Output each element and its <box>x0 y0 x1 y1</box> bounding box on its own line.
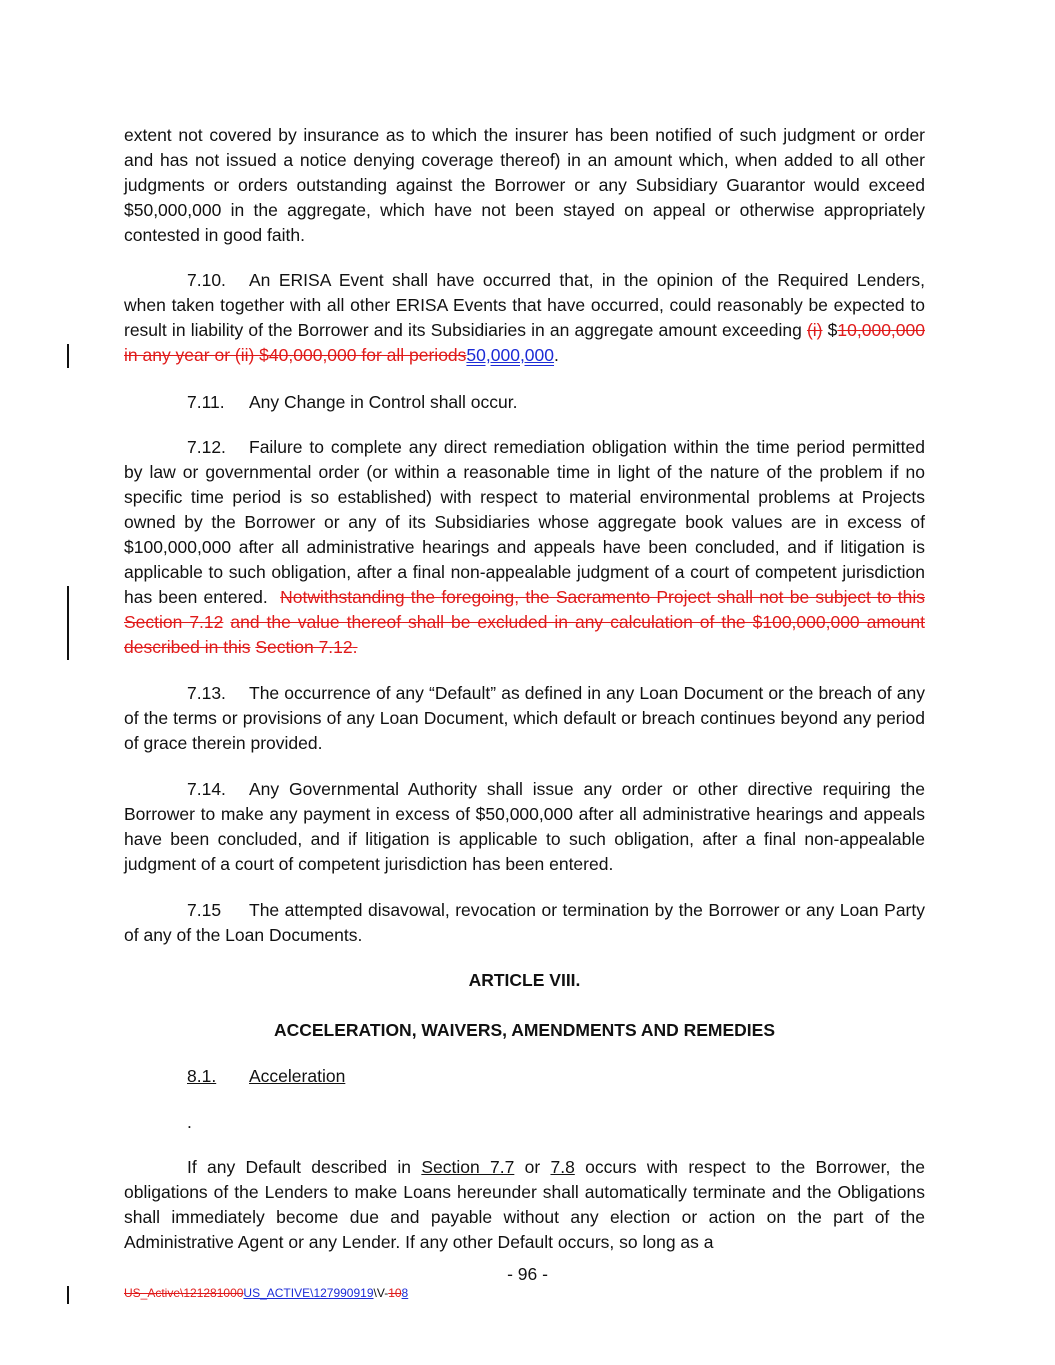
section-number: 7.15 <box>187 900 222 920</box>
inserted-version: 8 <box>401 1286 409 1300</box>
paragraph-continuation: extent not covered by insurance as to which the insurer has been notified of such judgment or order and has not issued a notice denying coverage thereof) in an amount which, when added to all other judgments or orders outstanding against the Borrower or any Subsidiary Guarantor would exceed $50,000,000 in the aggregate, which have not been stayed on appeal or otherwise appropriately contested in good faith. <box>124 125 925 245</box>
period: . <box>554 345 559 365</box>
section-text: Any Governmental Authority shall issue any order or other directive requiring the Borrower to make any payment in excess of $50,000,000 after all administrative hearings and appeals have been concluded, and if litigation is applicable to such obligation, after a final non-appealable judgment of a court of competent jurisdiction has been entered. <box>124 779 925 874</box>
page-number: - 96 - <box>507 1264 548 1284</box>
section-text: The occurrence of any “Default” as defined in any Loan Document or the breach of any of the terms or provisions of any Loan Document, which default or breach continues beyond any period of grace therein provided. <box>124 683 925 753</box>
paragraph-text: occurs with respect to the Borrower, the obligations of the Lenders to make Loans hereunder shall automatically terminate and the Obligations shall immediately become due and payable without any election or action on the part of the Administrative Agent or any Lender. If any other Default occurs, so long as a <box>124 1157 925 1252</box>
deleted-text: 10,000,000 in any year or (ii) $40,000,000 for all periods <box>124 320 925 365</box>
paragraph-text: or <box>524 1157 541 1177</box>
section-reference: 7.8 <box>550 1157 575 1177</box>
document-footer-id <box>124 1285 408 1301</box>
deleted-text: (i) <box>806 320 823 340</box>
section-number: 7.11. <box>187 392 225 412</box>
section-text: The attempted disavowal, revocation or termination by the Borrower or any Loan Party of any of the Loan Documents. <box>124 900 925 945</box>
section-7-10 <box>124 268 925 368</box>
change-bar <box>67 1286 69 1304</box>
section-8-1-paragraph <box>124 1155 925 1255</box>
section-8-1-heading <box>124 1064 925 1089</box>
section-number: 8.1. <box>187 1066 217 1086</box>
section-reference: Section 7.7 <box>421 1157 515 1177</box>
inserted-doc-id: US_ACTIVE\127990919 <box>243 1286 374 1300</box>
section-7-15 <box>124 898 925 948</box>
section-number: 7.10. <box>187 270 226 290</box>
section-text: Failure to complete any direct remediation obligation within the time period permitted by law or governmental order (or within a reasonable time in light of the nature of the problem if no specific time period is so established) with respect to material environmental problems at Projects owned by the Borrower or any of its Subsidiaries whose aggregate book values are in excess of $100,000,000 after all administrative hearings and appeals have been concluded, and if litigation is applicable to such obligation, after a final non-appealable judgment of a court of competent jurisdiction has been entered. <box>124 437 925 607</box>
paragraph-text: If any Default described in <box>187 1157 412 1177</box>
article-heading: ARTICLE VIII. <box>468 970 581 990</box>
section-7-11 <box>124 390 925 415</box>
stray-period <box>124 1110 925 1135</box>
deleted-section-reference: Section 7.12 <box>255 637 353 657</box>
dollar-sign: $ <box>827 320 838 340</box>
deleted-text: . <box>352 637 358 657</box>
deleted-text: Notwithstanding the foregoing, the Sacramento Project shall not be subject to this <box>280 587 925 607</box>
deleted-text: and the value thereof shall be excluded in any calculation of the $100,000,000 amount described in this <box>124 612 925 657</box>
section-text: An ERISA Event shall have occurred that, in the opinion of the Required Lenders, when taken together with all other ERISA Events that have occurred, could reasonably be expected to result in liability of the Borrower and its Subsidiaries in an aggregate amount exceeding <box>124 270 925 340</box>
section-number: 7.14. <box>187 779 226 799</box>
section-7-14 <box>124 777 925 877</box>
version-separator: \V- <box>373 1286 389 1300</box>
deleted-version: 10 <box>388 1286 402 1300</box>
article-title: ACCELERATION, WAIVERS, AMENDMENTS AND REMEDIES <box>273 1020 776 1040</box>
change-bar <box>67 586 69 660</box>
deleted-section-reference: Section 7.12 <box>124 612 224 632</box>
section-7-12 <box>124 435 925 660</box>
section-number: 7.12. <box>187 437 226 457</box>
period: . <box>187 1112 192 1132</box>
deleted-doc-id: US_Active\121281000 <box>124 1286 244 1300</box>
inserted-text: 50,000,000 <box>466 345 555 365</box>
section-number: 7.13. <box>187 683 226 703</box>
section-title: Acceleration <box>249 1066 346 1086</box>
section-7-13 <box>124 681 925 756</box>
change-bar <box>67 344 69 368</box>
section-text: Any Change in Control shall occur. <box>249 392 518 412</box>
